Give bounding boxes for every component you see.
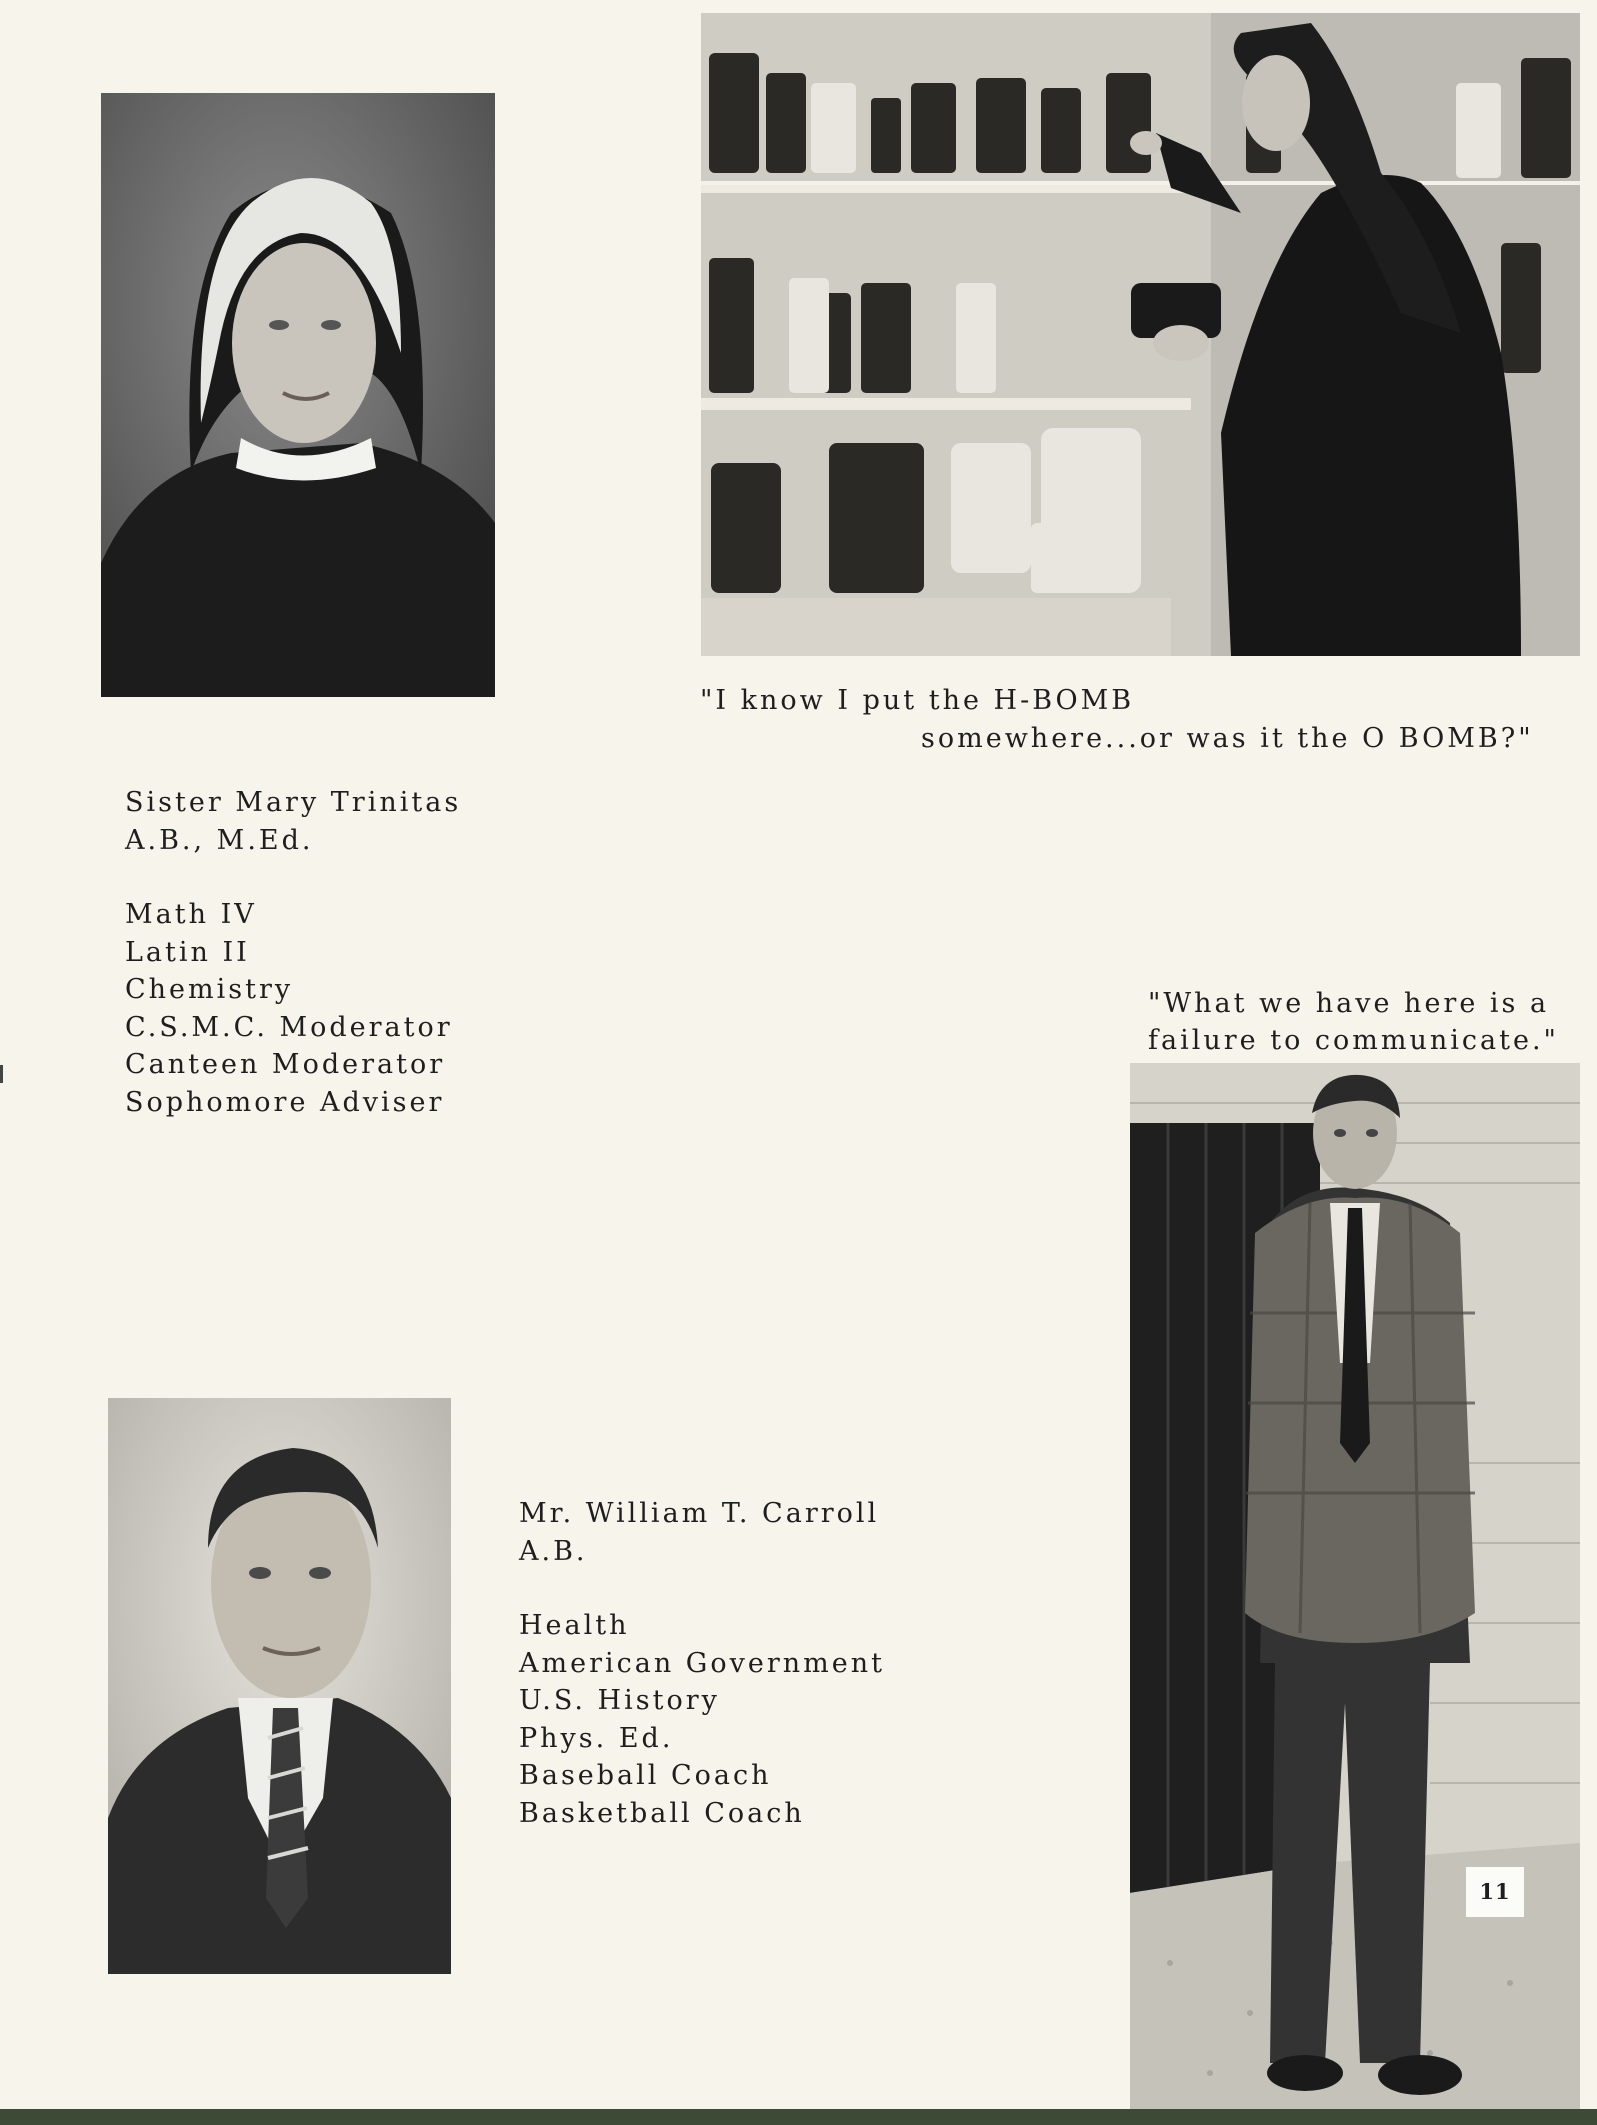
faculty-duty: Basketball Coach	[519, 1797, 805, 1829]
faculty-duty: U.S. History	[519, 1685, 720, 1716]
faculty-duty: Math IV	[125, 899, 257, 930]
photo-nun-at-chemical-shelves-icon	[701, 13, 1580, 656]
lab-caption-line-2: somewhere...or was it the O BOMB?"	[921, 723, 1534, 754]
faculty-duty: Baseball Coach	[519, 1760, 772, 1791]
portrait-photo-icon	[108, 1398, 451, 1974]
faculty-duty: Latin II	[125, 936, 250, 968]
teacher-hallway-photo	[1130, 1063, 1580, 2110]
carroll-info	[519, 1495, 885, 1832]
faculty-duty: Sophomore Adviser	[125, 1086, 445, 1118]
lab-caption-line-1: "I know I put the H-BOMB	[700, 685, 1135, 716]
hallway-caption-line-2: failure to communicate."	[1148, 1025, 1559, 1056]
carroll-portrait	[108, 1398, 451, 1974]
faculty-duty: Canteen Moderator	[125, 1049, 446, 1080]
lab-shelves-photo	[701, 13, 1580, 656]
faculty-duty: C.S.M.C. Moderator	[125, 1011, 453, 1043]
hallway-caption-line-1: "What we have here is a	[1148, 988, 1550, 1019]
faculty-name: Mr. William T. Carroll	[519, 1498, 880, 1529]
faculty-duty: Phys. Ed.	[519, 1722, 674, 1754]
sister-trinitas-portrait	[101, 93, 495, 697]
faculty-duty: Health	[519, 1610, 630, 1641]
binding-mark	[0, 1065, 3, 1083]
faculty-degrees: A.B.	[519, 1535, 588, 1567]
photo-man-at-lockers-icon	[1130, 1063, 1580, 2110]
page-number: 11	[1466, 1867, 1524, 1917]
faculty-name: Sister Mary Trinitas	[125, 787, 462, 818]
faculty-duty: American Government	[519, 1647, 885, 1679]
faculty-duty: Chemistry	[125, 974, 294, 1005]
page-bottom-band	[0, 2109, 1597, 2125]
faculty-degrees: A.B., M.Ed.	[125, 824, 314, 856]
portrait-photo-icon	[101, 93, 495, 697]
sister-trinitas-info	[125, 784, 461, 1121]
